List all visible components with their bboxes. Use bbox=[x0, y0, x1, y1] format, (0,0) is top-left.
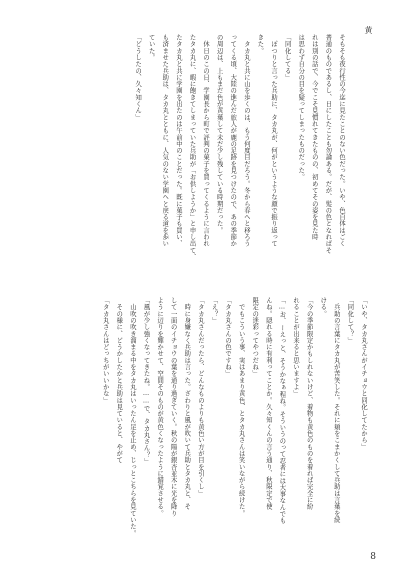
text-line: れることが出来ると思いますよ」 bbox=[292, 297, 300, 397]
text-line: 「同化して？」 bbox=[346, 297, 354, 344]
text-line: 限定の迷彩ってやつだね」 bbox=[251, 297, 259, 377]
text-line: んね。隠れる時に有利ってことか。久々知くんの言う通り、秋限定で使 bbox=[264, 297, 272, 510]
upper-text-block bbox=[131, 34, 349, 274]
text-line: 「タカ丸さんはどっちがいいかな」 bbox=[101, 297, 109, 404]
text-line: でもこういう事、実はあまり黄色、とタカ丸さんは笑いながら続けた。 bbox=[237, 297, 245, 517]
text-line: タカ丸と共に山を歩くのは、もう何度目だろう。冬から春へと移ろう bbox=[242, 34, 250, 247]
text-line: ける。 bbox=[319, 297, 327, 317]
text-line: たタカ丸に、暇に飽きてしまっていた兵助が「お供しようか」と申し出て、 bbox=[188, 34, 196, 261]
page-number: 8 bbox=[370, 552, 376, 562]
text-line: 「同化してる」 bbox=[283, 34, 291, 81]
text-line: たタカ丸と共に学園を出たのは午前中のことだった。既に菓子も買い、 bbox=[174, 34, 182, 247]
text-line: 「風が少し強くなってきたね。……で、タカ丸さん？」 bbox=[142, 297, 150, 465]
text-line: そもそも夜行性の今迄に見たことのない色だった。いや、色自体はごく bbox=[338, 34, 345, 247]
text-line: 兵助の言葉にタカ丸が苦笑した。それに頬をこまかくして兵助は言葉を続 bbox=[332, 297, 340, 524]
text-line: 「タカ丸さんだったら、どんなものよりも黄色い方が目を引くし」 bbox=[196, 297, 204, 497]
text-line: 「タカ丸さんの色ですね」 bbox=[224, 297, 232, 377]
text-line: きた。 bbox=[256, 34, 264, 54]
section-heading: 黄 bbox=[364, 26, 373, 37]
text-line: ってくる頃、大陸の進んだ旅人が鹿の足跡を見つけたので、あの季節か bbox=[229, 34, 237, 247]
text-line: 普通のものであるし、日にしたことも勿論ある。だが、髪の色となればそ bbox=[324, 34, 332, 254]
text-line: して一面のイチョウの葉を通り過ぎていく。秋の陽が銀杏並木に光を降り bbox=[169, 297, 177, 517]
text-line: 「いや、タカ丸さんがイチョウと同化してたから」 bbox=[360, 297, 367, 450]
text-line: その様に、どうかしたかと兵助は見ていると、やがて bbox=[115, 297, 123, 464]
text-line: れは別の話で、今でこそ見慣れてきたものの、初めてその姿を見た時 bbox=[310, 34, 318, 241]
text-line: 「どうしたの、久々知くん」 bbox=[134, 34, 142, 121]
text-line: は思わず自分の目を疑ってしまったものだった。 bbox=[297, 34, 305, 181]
text-line: も済ませた兵助は、タカ丸とともに、人気のない学園へと戻る道を歩い bbox=[161, 34, 169, 247]
text-line: 時に身嫌なく兵助は言った。ざわりと風が吹いて兵助とタカ丸と、そ bbox=[183, 297, 191, 510]
text-line: の周辺は、上もまだ色が黄葉して未だ少し残している時期だった。 bbox=[215, 34, 223, 234]
text-line: 「…お、ーえっと、そうかなぁ程ね。そういうのって忍者には大事なんでも bbox=[278, 297, 286, 524]
text-line: ように辺りを輝かせて、空間そのものが黄色くなったように錯覚させる。 bbox=[156, 297, 164, 517]
lower-text-block bbox=[98, 297, 370, 543]
text-line: 山吹の吹き溜まる中をタカ丸はいったん足を止め、じっとこちらを見ていた。 bbox=[128, 297, 136, 537]
text-line: ぽつりと言った兵助に、タカ丸が、何がというような顔で振り返って bbox=[270, 34, 278, 247]
text-line: 「え？」 bbox=[210, 297, 218, 324]
text-line: 「今の季節限定かもしれないけど、着物も黄色のものを着れば完全に紛 bbox=[305, 297, 313, 510]
text-line: 休日のこの日、学園長から町で評判の菓子を買ってくるように言われ bbox=[202, 34, 210, 247]
text-line: ていた。 bbox=[147, 34, 155, 61]
